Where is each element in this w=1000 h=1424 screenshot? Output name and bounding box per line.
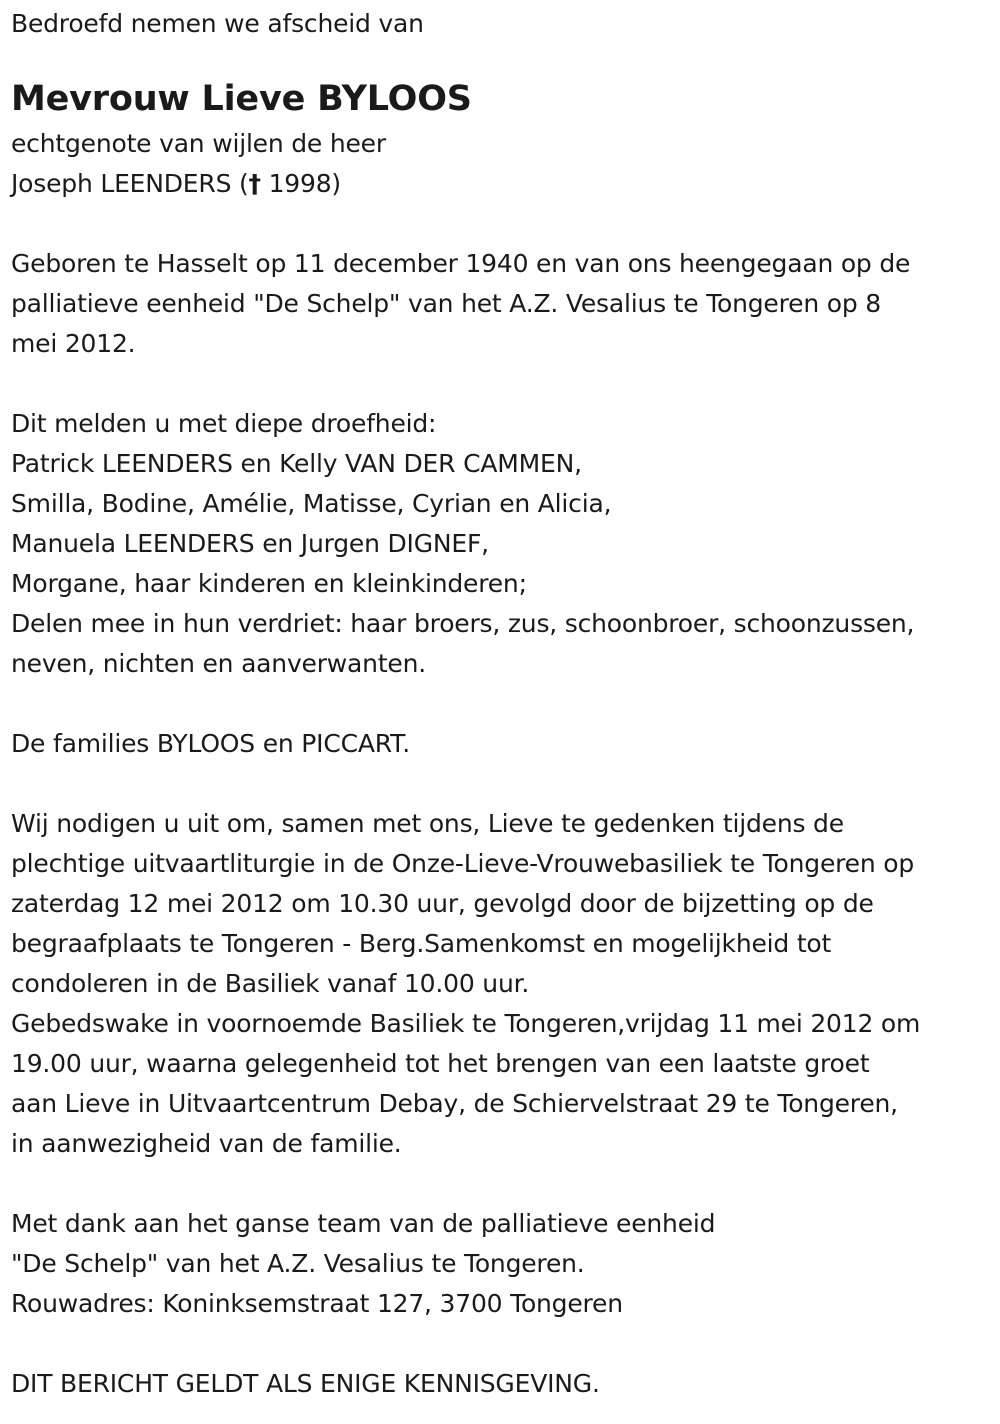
- paragraph-line: neven, nichten en aanverwanten.: [11, 649, 426, 678]
- paragraph-line: zaterdag 12 mei 2012 om 10.30 uur, gevolgd door de bijzetting op de: [11, 889, 874, 918]
- spacer: [11, 204, 996, 244]
- deceased-name: Mevrouw Lieve BYLOOS: [11, 79, 472, 119]
- paragraph-line: 19.00 uur, waarna gelegenheid tot het brengen van een laatste groet: [11, 1049, 870, 1078]
- birth-death-paragraph: [11, 244, 996, 364]
- paragraph-line: "De Schelp" van het A.Z. Vesalius te Tongeren.: [11, 1249, 585, 1278]
- families-line: De families BYLOOS en PICCART.: [11, 729, 410, 758]
- paragraph-line: condoleren in de Basiliek vanaf 10.00 uur.: [11, 969, 530, 998]
- paragraph-line: plechtige uitvaartliturgie in de Onze-Lieve-Vrouwebasiliek te Tongeren op: [11, 849, 914, 878]
- closing-statement: DIT BERICHT GELDT ALS ENIGE KENNISGEVING.: [11, 1369, 600, 1398]
- paragraph-line: Manuela LEENDERS en Jurgen DIGNEF,: [11, 529, 489, 558]
- paragraph-line: Gebedswake in voornoemde Basiliek te Tongeren,vrijdag 11 mei 2012 om: [11, 1009, 921, 1038]
- paragraph-line: Morgane, haar kinderen en kleinkinderen;: [11, 569, 527, 598]
- paragraph-line: Geboren te Hasselt op 11 december 1940 en van ons heengegaan op de: [11, 249, 911, 278]
- paragraph-line: Met dank aan het ganse team van de palliatieve eenheid: [11, 1209, 716, 1238]
- paragraph-line: Smilla, Bodine, Amélie, Matisse, Cyrian en Alicia,: [11, 489, 612, 518]
- spouse-line: echtgenote van wijlen de heer: [11, 129, 386, 158]
- spouse-name: Joseph LEENDERS (: [11, 169, 249, 198]
- ceremony-paragraph: [11, 804, 996, 1164]
- cross-icon: †: [248, 169, 261, 198]
- spacer: [11, 764, 996, 804]
- spacer: [11, 1164, 996, 1204]
- paragraph-line: aan Lieve in Uitvaartcentrum Debay, de Schiervelstraat 29 te Tongeren,: [11, 1089, 898, 1118]
- spouse-name-line: [11, 164, 996, 204]
- paragraph-line: Wij nodigen u uit om, samen met ons, Lieve te gedenken tijdens de: [11, 809, 844, 838]
- paragraph-line: in aanwezigheid van de familie.: [11, 1129, 402, 1158]
- mourning-address: Rouwadres: Koninksemstraat 127, 3700 Tongeren: [11, 1289, 623, 1318]
- paragraph-line: Patrick LEENDERS en Kelly VAN DER CAMMEN,: [11, 449, 582, 478]
- paragraph-line: mei 2012.: [11, 329, 136, 358]
- spacer: [11, 1324, 996, 1364]
- thanks-paragraph: [11, 1204, 996, 1324]
- paragraph-line: Delen mee in hun verdriet: haar broers, zus, schoonbroer, schoonzussen,: [11, 609, 915, 638]
- paragraph-line: Dit melden u met diepe droefheid:: [11, 409, 437, 438]
- paragraph-line: palliatieve eenheid "De Schelp" van het A.Z. Vesalius te Tongeren op 8: [11, 289, 881, 318]
- spacer: [11, 364, 996, 404]
- death-notice: [11, 4, 996, 1404]
- spacer: [11, 44, 996, 74]
- spacer: [11, 684, 996, 724]
- intro-text: Bedroefd nemen we afscheid van: [11, 9, 424, 38]
- mourners-paragraph: [11, 404, 996, 684]
- paragraph-line: begraafplaats te Tongeren - Berg.Samenkomst en mogelijkheid tot: [11, 929, 832, 958]
- spouse-death-year: 1998): [260, 169, 341, 198]
